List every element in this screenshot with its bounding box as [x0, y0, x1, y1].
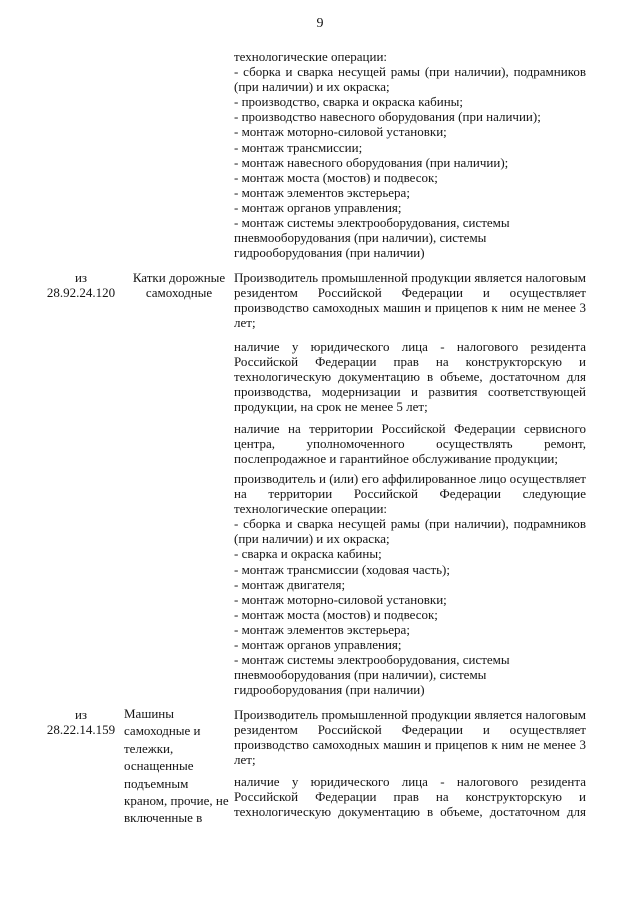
text-line: - монтаж системы электрооборудования, системы: [234, 652, 510, 668]
text-line: наличие у юридического лица - налогового резидента: [234, 339, 586, 354]
text-line: продукции, на срок не менее 5 лет;: [234, 399, 428, 415]
code-value: 28.22.14.159: [46, 722, 116, 737]
text-line: - производство навесного оборудования (при наличии);: [234, 109, 541, 125]
text-line: пневмооборудования (при наличии), системы: [234, 667, 487, 683]
text-line: - монтаж органов управления;: [234, 199, 402, 215]
requirements-block: [234, 774, 586, 819]
text-line: - производство, сварка и окраска кабины;: [234, 94, 464, 110]
text-line: производство самоходных машин и прицепов к ним не менее 3: [234, 737, 586, 753]
text-line: лет;: [234, 315, 256, 331]
text-line: технологическую документацию в объеме, достаточном для: [234, 804, 586, 820]
product-name-line: тележки,: [124, 740, 174, 756]
text-line: - монтаж элементов экстерьера;: [234, 184, 410, 200]
product-name-line: подъемным: [124, 775, 189, 791]
text-line: производитель и (или) его аффилированное лицо осуществляет: [234, 471, 586, 486]
text-line: лет;: [234, 752, 256, 768]
text-line: технологические операции:: [234, 501, 388, 517]
text-line: - монтаж моста (мостов) и подвесок;: [234, 606, 438, 622]
code-prefix: из: [74, 270, 88, 285]
text-line: - монтаж моста (мостов) и подвесок;: [234, 169, 438, 185]
text-line: технологические операции:: [234, 49, 388, 64]
requirements-block: [234, 471, 586, 697]
text-line: гидрооборудования (при наличии): [234, 245, 425, 261]
product-name: [126, 270, 232, 300]
text-line: - монтаж трансмиссии (ходовая часть);: [234, 561, 450, 577]
text-line: - сварка и окраска кабины;: [234, 546, 382, 562]
text-line: - монтаж двигателя;: [234, 576, 346, 592]
text-line: Производитель промышленной продукции является налоговым: [234, 270, 586, 285]
product-name-line: самоходные: [145, 285, 213, 300]
text-line: производства, модернизации и развития соответствующей: [234, 384, 586, 400]
text-line: резидентом Российской Федерации и осуществляет: [234, 285, 586, 301]
product-name: [124, 705, 230, 827]
text-line: - сборка и сварка несущей рамы (при наличии), подрамников: [234, 64, 586, 80]
text-line: - монтаж трансмиссии;: [234, 139, 363, 155]
text-line: центра, уполномоченного осуществлять ремонт,: [234, 436, 586, 452]
text-line: - монтаж навесного оборудования (при наличии);: [234, 154, 509, 170]
text-line: - монтаж органов управления;: [234, 637, 402, 653]
text-line: - монтаж элементов экстерьера;: [234, 621, 410, 637]
code-value: 28.92.24.120: [46, 285, 116, 300]
text-line: наличие на территории Российской Федерации сервисного: [234, 421, 586, 436]
requirements-block: [234, 270, 586, 330]
product-name-line: оснащенные: [124, 758, 194, 774]
page-number: 9: [316, 16, 324, 31]
requirements-block: [234, 421, 586, 466]
code-prefix: из: [74, 707, 88, 722]
text-line: (при наличии) и их окраска;: [234, 531, 390, 547]
text-line: - монтаж системы электрооборудования, системы: [234, 215, 510, 231]
text-line: наличие у юридического лица - налогового резидента: [234, 774, 586, 789]
text-line: Производитель промышленной продукции является налоговым: [234, 707, 586, 722]
text-line: Российской Федерации прав на конструкторскую и: [234, 354, 586, 370]
product-name-line: самоходные и: [124, 723, 201, 739]
requirements-block: [234, 49, 586, 260]
text-line: Российской Федерации прав на конструкторскую и: [234, 789, 586, 805]
okpd-code: [38, 707, 124, 737]
okpd-code: [38, 270, 124, 300]
text-line: резидентом Российской Федерации и осуществляет: [234, 722, 586, 738]
product-name-line: Машины: [124, 706, 174, 721]
text-line: производство самоходных машин и прицепов к ним не менее 3: [234, 300, 586, 316]
product-name-line: включенные в: [124, 810, 203, 826]
text-line: технологическую документацию в объеме, достаточном для: [234, 369, 586, 385]
requirements-block: [234, 339, 586, 414]
text-line: - монтаж моторно-силовой установки;: [234, 124, 447, 140]
text-line: - монтаж моторно-силовой установки;: [234, 591, 447, 607]
text-line: гидрооборудования (при наличии): [234, 682, 425, 698]
text-line: (при наличии) и их окраска;: [234, 79, 390, 95]
requirements-block: [234, 707, 586, 767]
text-line: послепродажное и гарантийное обслуживание продукции;: [234, 451, 558, 467]
text-line: пневмооборудования (при наличии), системы: [234, 230, 487, 246]
text-line: на территории Российской Федерации следующие: [234, 486, 586, 502]
product-name-line: краном, прочие, не: [124, 793, 229, 809]
product-name-line: Катки дорожные: [132, 270, 226, 285]
text-line: - сборка и сварка несущей рамы (при наличии), подрамников: [234, 516, 586, 532]
